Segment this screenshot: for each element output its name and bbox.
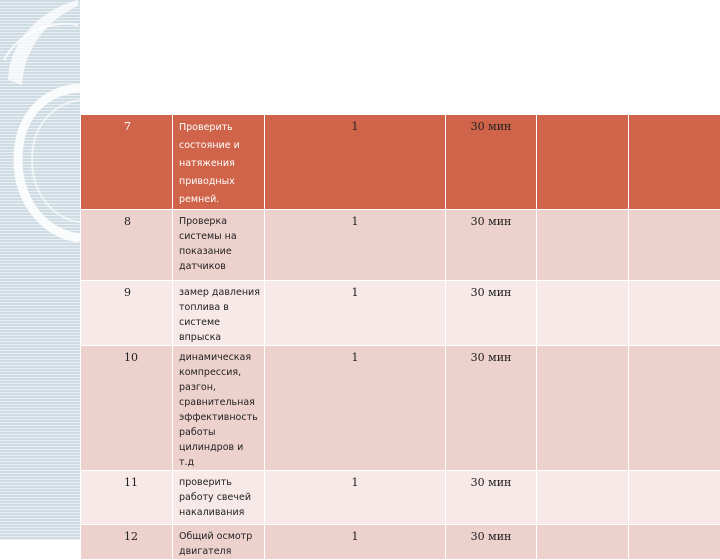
- duration-cell: 30 мин: [446, 115, 537, 210]
- decorative-leaf-swirl-icon: [0, 0, 80, 540]
- table-row: [81, 115, 720, 210]
- empty-cell: [629, 281, 720, 346]
- quantity-cell: 1: [265, 115, 446, 210]
- empty-cell: [629, 210, 720, 281]
- empty-cell: [537, 525, 629, 560]
- table-row: [81, 346, 720, 471]
- row-number: 9: [81, 281, 173, 346]
- table-row: [81, 210, 720, 281]
- decorative-side-panel: [0, 0, 80, 540]
- table-row: [81, 525, 720, 560]
- duration-cell: 30 мин: [446, 281, 537, 346]
- table-row: [81, 471, 720, 525]
- row-number: 8: [81, 210, 173, 281]
- row-number: 10: [81, 346, 173, 471]
- task-description: Общий осмотр двигателя: [173, 525, 265, 560]
- quantity-cell: 1: [265, 210, 446, 281]
- row-number: 12: [81, 525, 173, 560]
- quantity-cell: 1: [265, 346, 446, 471]
- task-description: Проверка системы на показание датчиков: [173, 210, 265, 281]
- table-row: [81, 281, 720, 346]
- empty-cell: [537, 210, 629, 281]
- empty-cell: [537, 346, 629, 471]
- quantity-cell: 1: [265, 525, 446, 560]
- empty-cell: [537, 281, 629, 346]
- empty-cell: [629, 346, 720, 471]
- empty-cell: [629, 471, 720, 525]
- duration-cell: 30 мин: [446, 210, 537, 281]
- empty-cell: [629, 525, 720, 560]
- task-description: Проверить состояние и натяжения приводных ремней.: [173, 115, 265, 210]
- empty-cell: [629, 115, 720, 210]
- empty-cell: [537, 115, 629, 210]
- task-description: динамическая компрессия, разгон, сравнительная эффективность работы цилиндров и т.д: [173, 346, 265, 471]
- duration-cell: 30 мин: [446, 471, 537, 525]
- duration-cell: 30 мин: [446, 346, 537, 471]
- quantity-cell: 1: [265, 471, 446, 525]
- duration-cell: 30 мин: [446, 525, 537, 560]
- task-description: проверить работу свечей накаливания: [173, 471, 265, 525]
- quantity-cell: 1: [265, 281, 446, 346]
- task-description: замер давления топлива в системе впрыска: [173, 281, 265, 346]
- row-number: 7: [81, 115, 173, 210]
- row-number: 11: [81, 471, 173, 525]
- empty-cell: [537, 471, 629, 525]
- maintenance-table: [80, 114, 720, 560]
